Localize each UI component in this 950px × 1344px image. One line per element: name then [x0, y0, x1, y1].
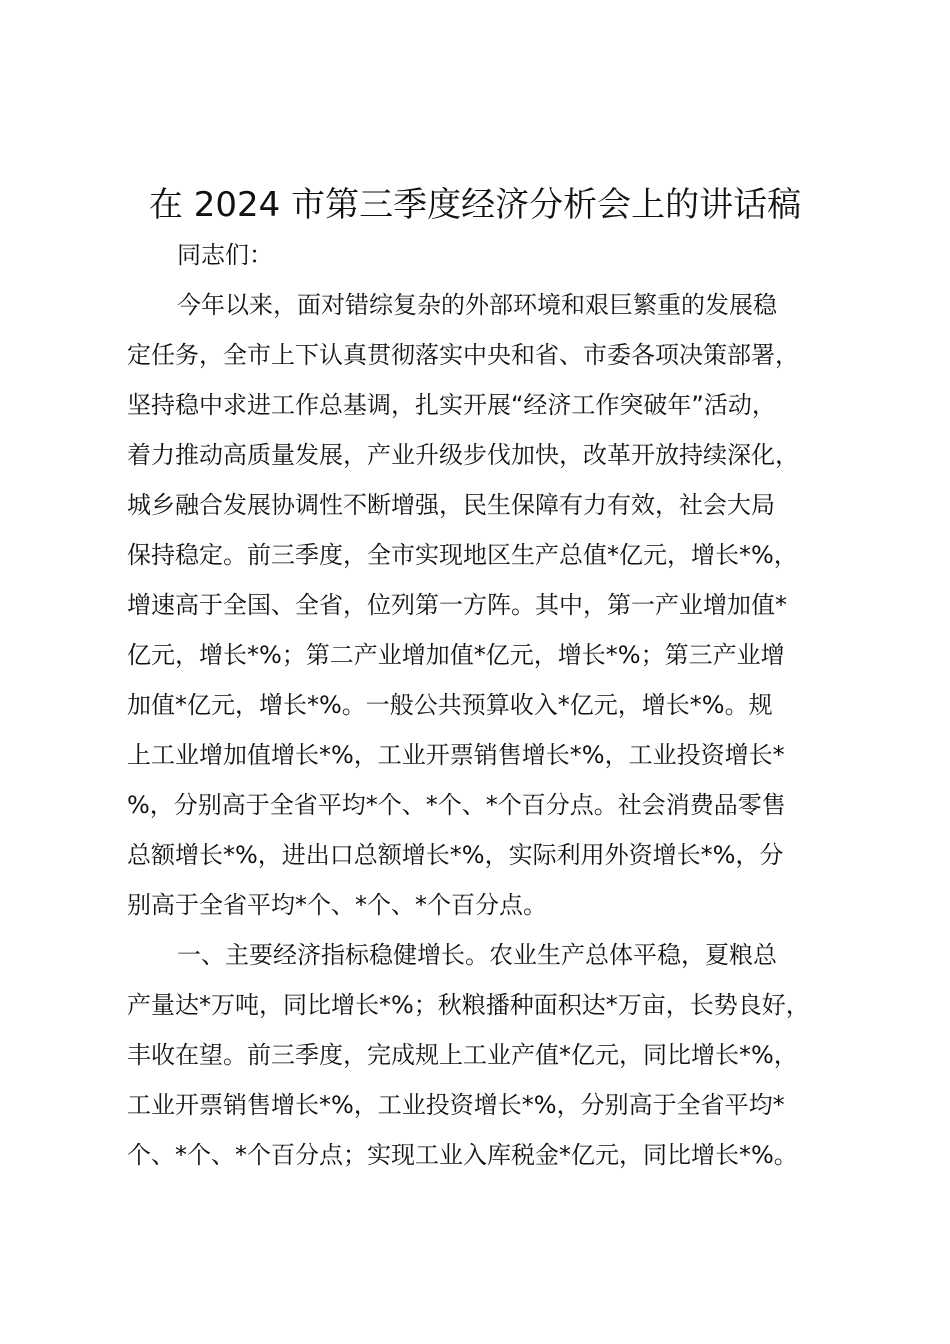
- document-title: 在 2024 市第三季度经济分析会上的讲话稿: [148, 185, 802, 225]
- paragraph-line: 丰收在望。前三季度，完成规上工业产值*亿元，同比增长*%，: [127, 1041, 798, 1069]
- paragraph-line: 别高于全省平均*个、*个、*个百分点。: [127, 891, 547, 919]
- paragraph-line: 保持稳定。前三季度，全市实现地区生产总值*亿元，增长*%，: [127, 541, 798, 569]
- paragraph-line: 个、*个、*个百分点；实现工业入库税金*亿元，同比增长*%。: [127, 1141, 798, 1169]
- paragraph-line: 亿元，增长*%；第二产业增加值*亿元，增长*%；第三产业增: [127, 641, 785, 669]
- paragraph-line: 一、主要经济指标稳健增长。农业生产总体平稳，夏粮总: [177, 941, 777, 969]
- paragraph-intro: [127, 280, 857, 930]
- paragraph-line: 上工业增加值增长*%，工业开票销售增长*%，工业投资增长*: [127, 741, 785, 769]
- paragraph-line: 坚持稳中求进工作总基调，扎实开展“经济工作突破年”活动，: [127, 391, 776, 419]
- paragraph-line: 增速高于全国、全省，位列第一方阵。其中，第一产业增加值*: [127, 591, 787, 619]
- paragraph-line: 着力推动高质量发展，产业升级步伐加快，改革开放持续深化，: [127, 441, 799, 469]
- greeting-line: 同志们：: [177, 241, 273, 269]
- paragraph-line: 产量达*万吨，同比增长*%；秋粮播种面积达*万亩，长势良好，: [127, 991, 810, 1019]
- greeting: [127, 230, 857, 280]
- paragraph-line: 加值*亿元，增长*%。一般公共预算收入*亿元，增长*%。规: [127, 691, 773, 719]
- paragraph-line: 定任务，全市上下认真贯彻落实中央和省、市委各项决策部署，: [127, 341, 799, 369]
- paragraph-line: %，分别高于全省平均*个、*个、*个百分点。社会消费品零售: [127, 791, 786, 819]
- paragraph-line: 今年以来，面对错综复杂的外部环境和艰巨繁重的发展稳: [177, 291, 777, 319]
- paragraph-line: 城乡融合发展协调性不断增强，民生保障有力有效，社会大局: [127, 491, 775, 519]
- paragraph-section-1: [127, 930, 857, 1180]
- paragraph-line: 工业开票销售增长*%，工业投资增长*%，分别高于全省平均*: [127, 1091, 785, 1119]
- document-body: [127, 230, 857, 1180]
- paragraph-line: 总额增长*%，进出口总额增长*%，实际利用外资增长*%，分: [127, 841, 784, 869]
